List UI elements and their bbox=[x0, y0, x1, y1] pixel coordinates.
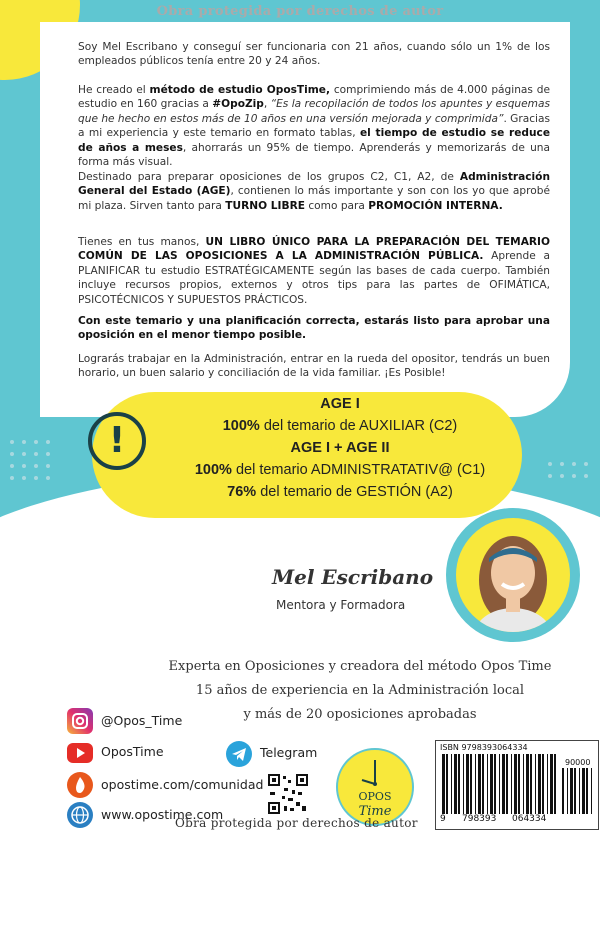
telegram-link[interactable]: Telegram bbox=[260, 745, 318, 760]
paragraph-book: Tienes en tus manos, UN LIBRO ÚNICO PARA LA PREPARACIÓN DEL TEMARIO COMÚN DE LAS OPOSICIONES A LA ADMINISTRACIÓN PÚBLICA. Aprende a PLANIFICAR tu estudio ESTRATÉGICAMENTE según las bases de cada cuerpo. También incluye recursos propios, externos y otros tips para las partes de OFIMÁTICA, PSICOTÉCNICOS Y SUPUESTOS PRÁCTICOS. bbox=[78, 236, 550, 306]
highlight-heading-age2: AGE I + AGE II bbox=[290, 440, 390, 456]
fire-icon bbox=[67, 772, 93, 798]
barcode-digits-left: 798393 bbox=[462, 814, 497, 824]
barcode-digits-right: 064334 bbox=[512, 814, 547, 824]
highlight-line-administrativo: 100% del temario ADMINISTRATATIV@ (C1) bbox=[194, 462, 486, 478]
logo-text-top: OPOS bbox=[358, 790, 392, 803]
telegram-icon bbox=[226, 741, 252, 767]
highlight-line-gestion: 76% del temario de GESTIÓN (A2) bbox=[227, 484, 453, 500]
watermark-bottom: Obra protegida por derechos de autor bbox=[175, 816, 418, 830]
youtube-icon bbox=[67, 743, 93, 763]
instagram-link[interactable]: @Opos_Time bbox=[101, 713, 183, 728]
price-code: 90000 bbox=[565, 758, 591, 767]
watermark-top: Obra protegida por derechos de autor bbox=[156, 4, 444, 19]
youtube-link[interactable]: OposTime bbox=[101, 744, 164, 759]
price-barcode-bars bbox=[562, 768, 594, 814]
bio-line-2: 15 años de experiencia en la Administración local bbox=[195, 683, 525, 698]
paragraph-benefits: Lograrás trabajar en la Administración, entrar en la rueda del opositor, tendrás un buen horario, un buen salario y conciliación de la vida familiar. ¡Es Posible! bbox=[78, 353, 550, 380]
paragraph-groups: Destinado para preparar oposiciones de los grupos C2, C1, A2, de Administración General del Estado (AGE), contienen lo más importante y son con los yo que aprobé mi plaza. Sirven tanto para TURNO LIBRE como para PROMOCIÓN INTERNA. bbox=[78, 171, 550, 212]
highlight-heading-age1: AGE I bbox=[320, 396, 360, 412]
author-name: Mel Escribano bbox=[272, 565, 434, 589]
author-role: Mentora y Formadora bbox=[276, 598, 406, 612]
highlight-line-auxiliar: 100% del temario de AUXILIAR (C2) bbox=[222, 418, 458, 434]
isbn-label: ISBN 9798393064334 bbox=[440, 743, 528, 752]
author-photo bbox=[456, 518, 570, 632]
globe-icon bbox=[67, 802, 93, 828]
paragraph-intro: Soy Mel Escribano y conseguí ser funcionaria con 21 años, cuando sólo un 1% de los empleados públicos tenía entre 20 y 24 años. bbox=[78, 41, 550, 68]
instagram-icon bbox=[67, 708, 93, 734]
qr-code[interactable] bbox=[268, 774, 308, 814]
paragraph-plan: Con este temario y una planificación correcta, estarás listo para aprobar una oposición en el menor tiempo posible. bbox=[78, 315, 550, 342]
exclamation-icon: ! bbox=[108, 420, 126, 461]
bio-line-1: Experta en Oposiciones y creadora del método Opos Time bbox=[168, 659, 552, 674]
barcode-bars bbox=[442, 754, 558, 814]
barcode-digit-prefix: 9 bbox=[440, 814, 446, 824]
logo-text-bottom: Time bbox=[358, 804, 392, 819]
web-link[interactable]: www.opostime.com bbox=[101, 807, 224, 822]
community-link[interactable]: opostime.com/comunidad bbox=[101, 777, 264, 792]
bio-line-3: y más de 20 oposiciones aprobadas bbox=[243, 707, 477, 722]
paragraph-method: He creado el método de estudio OposTime, comprimiendo más de 4.000 páginas de estudio en 160 gracias a #OpoZip, “Es la recopilación de todos los apuntes y esquemas que he hecho en estos más de 10 años en una versión mejorada y comprimida”. Gracias a mi experiencia y este temario en formato tablas, el tiempo de estudio se reduce de años a meses, ahorrarás un 95% de tiempo. Aprenderás y memorizarás de una forma más visual. bbox=[78, 84, 551, 169]
